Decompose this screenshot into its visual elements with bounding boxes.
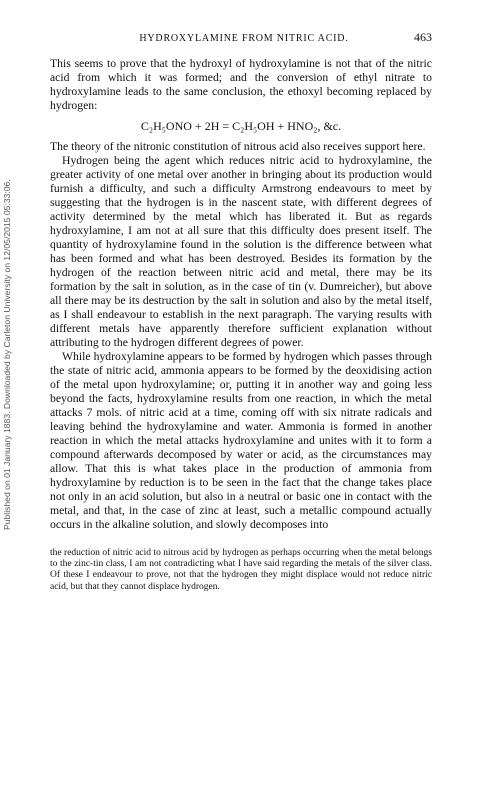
paragraph-3: Hydrogen being the agent which reduces nitric acid to hydroxylamine, the greater activity of one metal over another in bringing about its production would furnish a difficulty, and such a difficulty Armstrong endeavours to meet by suggesting that the hydrogen is in the nascent state, with different degrees of activity determined by the metal which has liberated it. But as regards hydroxylamine, I am not at all sure that this difficulty does present itself. The quantity of hydroxylamine found in the solution is the difference between what has been formed and what has been destroyed. Besides its formation by the hydrogen of the reaction between nitric acid and metal, there may be its formation by the salt in solution, as in the case of tin (v. Dumreicher), but above all there may be its destruction by the salt in solution and also by the metal itself, as I shall endeavour to establish in the next paragraph. The varying results with different metals have apparently therefore sufficient explanation without attributing to the hydrogen different degrees of power. — [50, 154, 432, 349]
paragraph-1: This seems to prove that the hydroxyl of hydroxylamine is not that of the nitric acid from which it was formed; and the conversion of ethyl nitrate to hydroxylamine leads to the same conclusion, the ethoxyl becoming replaced by hydrogen: — [50, 57, 432, 112]
download-watermark: Published on 01 January 1883. Downloaded by Carleton University on 12/05/2015 05:33:06. — [2, 179, 12, 530]
journal-page — [50, 30, 432, 593]
footnote-text: the reduction of nitric acid to nitrous acid by hydrogen as perhaps occurring when the metal belongs to the zinc-tin class, I am not contradicting what I have said regarding the metals of the silver class. Of these I endeavour to prove, not that the hydrogen they might displace would not reduce nitric acid, but that they cannot displace hydrogen. — [50, 548, 432, 592]
paragraph-4: While hydroxylamine appears to be formed by hydrogen which passes through the state of nitric acid, ammonia appears to be formed by the deoxidising action of the metal upon hydroxylamine; or, putting it in another way and going less beyond the facts, hydroxylamine results from one reaction, in which the metal attacks 7 mols. of nitric acid at a time, coming off with six nitrate radicals and leaving behind the hydroxylamine and water. Ammonia is formed in another reaction in which the metal attacks hydroxylamine and unites with it to form a compound afterwards decomposed by water or acid, as the circumstances may allow. That this is what takes place in the production of ammonia from hydroxylamine by reduction is to be seen in the fact that the change takes place not only in an acid solution, but also in a neutral or basic one in contact with the metal, and that, in the case of zinc at least, such a metallic compound actually occurs in the alkaline solution, and slowly decomposes into — [50, 350, 432, 531]
chemical-equation: C₂H₅ONO + 2H = C₂H₅OH + HNO₂, &c. — [140, 119, 342, 133]
running-title: HYDROXYLAMINE FROM NITRIC ACID. — [139, 33, 349, 44]
footnote — [50, 548, 432, 593]
paragraph-2: The theory of the nitronic constitution of nitrous acid also receives support here. — [50, 140, 426, 153]
page-number: 463 — [414, 30, 432, 44]
running-header — [50, 30, 432, 45]
